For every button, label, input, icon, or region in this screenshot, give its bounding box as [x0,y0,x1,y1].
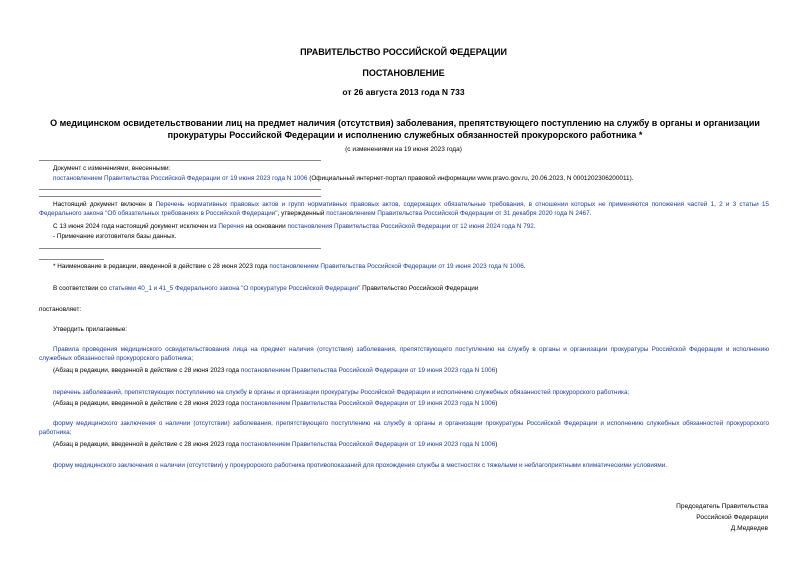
edition-link[interactable]: постановлением Правительства Российской Федерации от 19 июня 2023 года N 1006 [240,367,496,374]
postanovlenie-2467-link[interactable]: постановлением Правительства Российской Федерации от 31 декабря 2020 года N 2467 [326,209,590,217]
postanovlenie-792-link[interactable]: постановления Правительства Российской Федерации от 12 июня 2024 года N 792 [287,223,534,230]
divider [39,248,321,249]
decides-text: постановляет: [39,306,82,313]
notice-paragraph-2: С 13 июня 2024 года настоящий документ исключен из Перечня на основании постановления Правительства Российской Федерации от 12 июня 2024 года N 792. [53,223,536,230]
government-heading: ПРАВИТЕЛЬСТВО РОССИЙСКОЙ ФЕДЕРАЦИИ [300,47,507,57]
medical-conclusion-form-link[interactable]: форму медицинского заключения о наличии (отсутствии) заболевания, препятствующего поступлению на службу в органы и организации прокуратуры Российской Федерации и исполнению служебных обязанностей прокурорского работника; [39,420,769,436]
perechnya-link[interactable]: Перечня [218,223,244,230]
list-item [39,346,769,363]
edition-note: (с изменениями на 19 июня 2023 года) [345,146,462,153]
changes-rest: (Официальный интернет-портал правовой информации www.pravo.gov.ru, 20.06.2023, N 0001202306200011). [307,175,634,182]
changes-link[interactable]: постановлением Правительства Российской Федерации от 19 июня 2023 года N 1006 [53,175,308,182]
approve-text: Утвердить прилагаемые: [53,326,128,333]
edition-note-line: (Абзац в редакции, введенной в действие с 28 июня 2023 года постановлением Правительства Российской Федерации от 19 июня 2023 года N 1006) [53,400,498,407]
divider [39,196,321,197]
document-type: ПОСТАНОВЛЕНИЕ [362,68,445,78]
edition-link[interactable]: постановлением Правительства Российской Федерации от 19 июня 2023 года N 1006 [240,441,496,448]
rules-link[interactable]: Правила проведения медицинского освидетельствования лица на предмет наличия (отсутствия) заболевания, препятствующего поступлению на службу в органы и организации прокуратуры Российской Федерации и исполнению служебных обязанностей прокурорского работника; [39,346,769,362]
signature-title: Председатель Правительства [676,503,768,510]
divider [39,189,321,190]
list-item [53,389,629,398]
list-item [53,462,667,471]
footnote-divider [39,259,104,260]
list-item [39,420,769,437]
divider [39,160,321,161]
notice-paragraph-1: Настоящий документ включен в Перечень нормативных правовых актов и групп нормативных правовых актов, содержащих обязательные требования, в отношении которых не применяются положения частей 1, 2 и 3 статьи 15 Федерального закона "Об обязательных требованиях в Российской Федерации", утвержденный постановлением Правительства Российской Федерации от 31 декабря 2020 года N 2467. [39,201,769,217]
changes-line [53,175,634,184]
changes-intro: Документ с изменениями, внесенными: [53,165,171,172]
contraindications-form-link[interactable]: форму медицинского заключения о наличии (отсутствии) у прокурорского работника противопоказаний для прохождения службы в местностях с тяжелыми и неблагоприятными климатическими условиями. [53,462,668,469]
document-date-number: от 26 августа 2013 года N 733 [342,87,465,97]
basis-paragraph: В соответствии со статьями 40_1 и 41_5 Федерального закона "О прокуратуре Российской Федерации" Правительство Российской Федерации [53,285,479,292]
publisher-note: - Примечание изготовителя базы данных. [53,233,177,240]
edition-note-line: (Абзац в редакции, введенной в действие с 28 июня 2023 года постановлением Правительства Российской Федерации от 19 июня 2023 года N 1006) [53,367,498,374]
diseases-list-link[interactable]: перечень заболеваний, препятствующих поступлению на службу в органы и организации прокуратуры Российской Федерации и исполнению служебных обязанностей прокурорского работника; [53,389,630,396]
perechen-link[interactable]: Перечень нормативных правовых актов и групп нормативных правовых актов, содержащих обязательные требования, в отношении которых не применяются положения частей 1, 2 и 3 статьи 15 Федерального закона "Об обязательных требованиях в Российской Федерации" [39,201,769,217]
document-title: О медицинском освидетельствовании лиц на предмет наличия (отсутствия) заболевания, препятствующего поступлению на службу в органы и организации прокуратуры Российской Федерации и исполнению служебных обязанностей прокурорского работника * [50,118,760,140]
edition-link[interactable]: постановлением Правительства Российской Федерации от 19 июня 2023 года N 1006 [240,400,496,407]
footnote: * Наименование в редакции, введенной в действие с 28 июня 2023 года постановлением Правительства Российской Федерации от 19 июня 2023 года N 1006. [53,263,526,270]
law-articles-link[interactable]: статьями 40_1 и 41_5 Федерального закона "О прокуратуре Российской Федерации" [108,285,361,292]
edition-note-line: (Абзац в редакции, введенной в действие с 28 июня 2023 года постановлением Правительства Российской Федерации от 19 июня 2023 года N 1006) [53,441,498,448]
signature-country: Российской Федерации [696,514,768,521]
footnote-link[interactable]: постановлением Правительства Российской Федерации от 19 июня 2023 года N 1006 [269,263,524,270]
signature-name: Д.Медведев [730,525,768,532]
